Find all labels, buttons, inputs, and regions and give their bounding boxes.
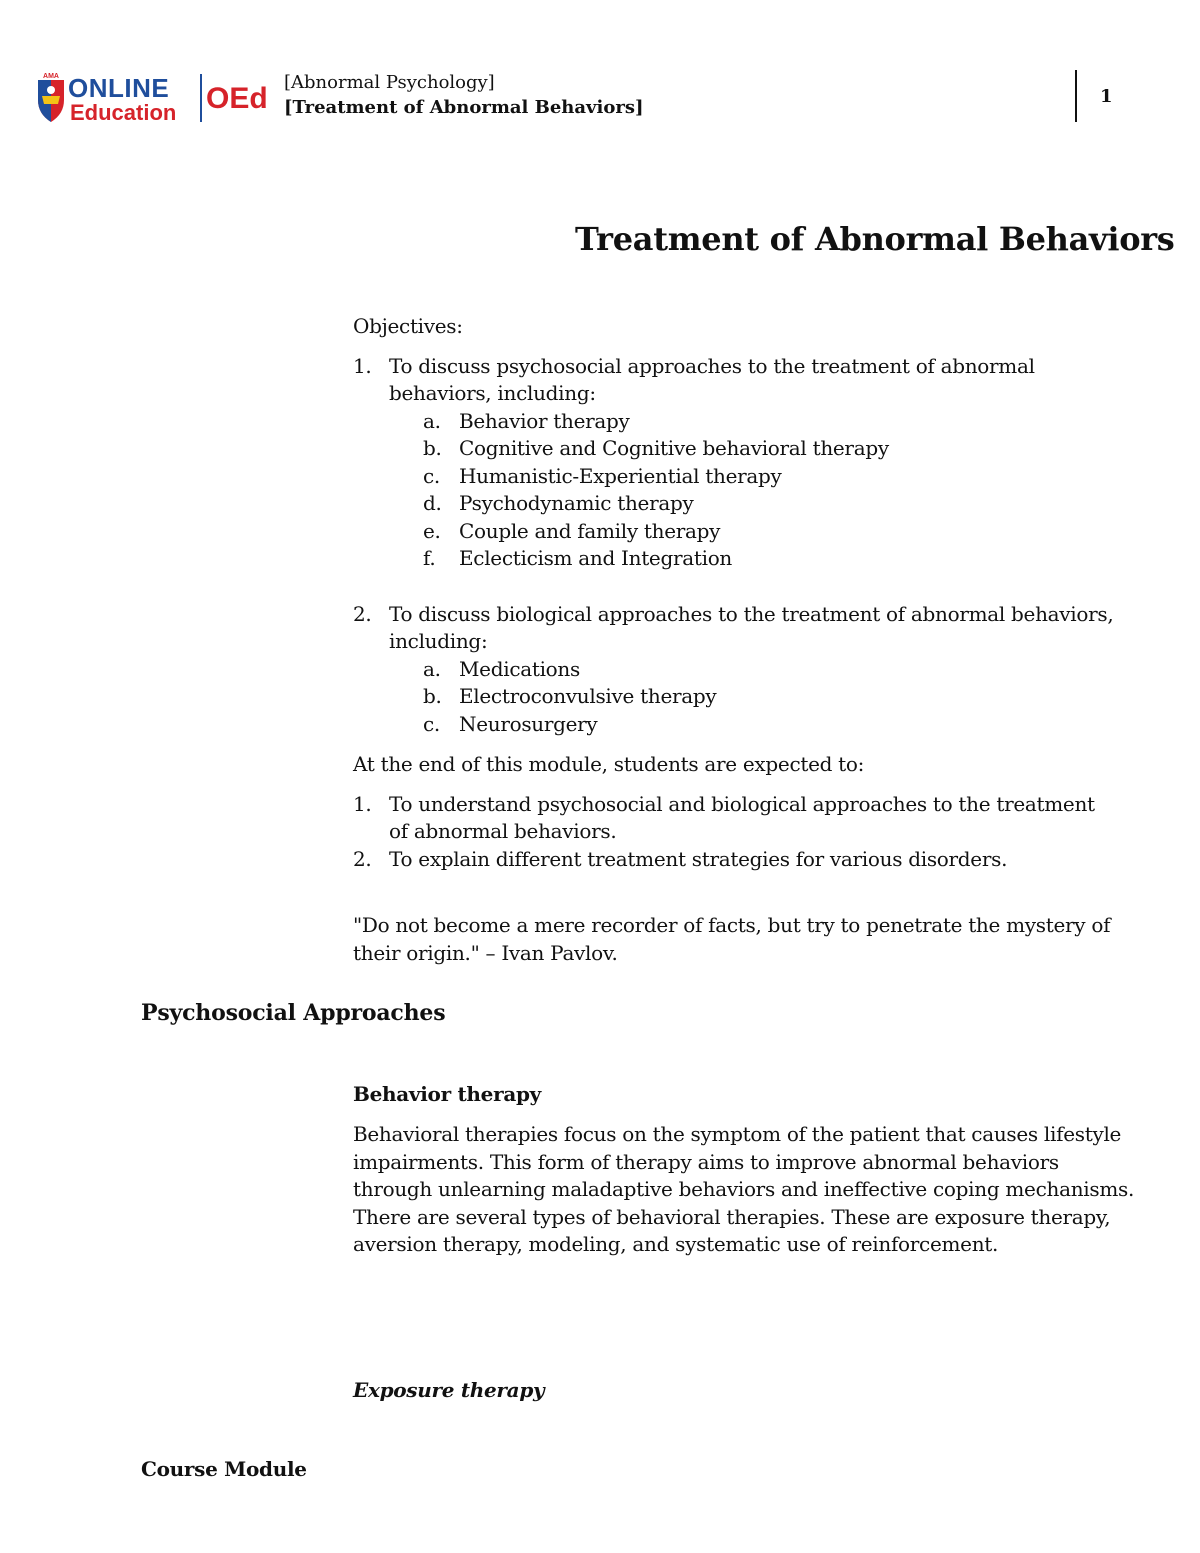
sub-item bbox=[353, 545, 1143, 573]
objective-item bbox=[353, 601, 1143, 739]
exposure-therapy-heading: Exposure therapy bbox=[353, 1378, 545, 1402]
objectives-block bbox=[353, 313, 1143, 738]
sub-item bbox=[353, 408, 1143, 436]
ama-shield-icon bbox=[38, 73, 64, 122]
sub-item bbox=[353, 518, 1143, 546]
sub-text: Electroconvulsive therapy bbox=[459, 684, 717, 708]
expectations-list bbox=[353, 791, 1113, 874]
objective-number: 1. bbox=[353, 353, 372, 378]
header-divider bbox=[1075, 70, 1077, 122]
sub-text: Behavior therapy bbox=[459, 408, 630, 433]
objectives-list bbox=[353, 353, 1143, 739]
objective-text: To discuss biological approaches to the treatment of abnormal behaviors, including: bbox=[389, 601, 1114, 653]
sub-text: Eclecticism and Integration bbox=[459, 546, 733, 570]
expectations-label: At the end of this module, students are expected to: bbox=[353, 752, 865, 776]
expectation-item bbox=[353, 791, 1113, 846]
objective-sublist bbox=[353, 408, 1143, 573]
objective-sublist bbox=[353, 656, 1143, 739]
pavlov-quote: "Do not become a mere recorder of facts, but try to penetrate the mystery of their origin." – Ivan Pavlov. bbox=[353, 913, 1111, 965]
expectation-text: To understand psychosocial and biological approaches to the treatment of abnormal behaviors. bbox=[389, 791, 1095, 843]
objective-number: 2. bbox=[353, 601, 372, 626]
objective-item bbox=[353, 353, 1143, 573]
sub-letter: f. bbox=[423, 546, 436, 570]
objectives-label: Objectives: bbox=[353, 314, 463, 338]
expectations-block bbox=[353, 751, 1143, 873]
sub-letter: d. bbox=[423, 491, 442, 515]
sub-item bbox=[353, 711, 1143, 739]
behavior-therapy-heading: Behavior therapy bbox=[353, 1082, 541, 1106]
logo-education-text: Education bbox=[70, 100, 177, 125]
sub-letter: a. bbox=[423, 656, 441, 681]
header-topic: [Treatment of Abnormal Behaviors] bbox=[284, 97, 644, 118]
sub-letter: e. bbox=[423, 518, 441, 543]
sub-letter: c. bbox=[423, 463, 440, 488]
sub-text: Psychodynamic therapy bbox=[459, 491, 694, 515]
sub-item bbox=[353, 490, 1143, 518]
ama-logo-text: AMA bbox=[43, 73, 59, 80]
section-heading: Psychosocial Approaches bbox=[141, 1000, 446, 1026]
logo-oed-text: OEd bbox=[206, 82, 268, 115]
header-course: [Abnormal Psychology] bbox=[284, 72, 495, 93]
sub-text: Couple and family therapy bbox=[459, 518, 721, 543]
sub-letter: b. bbox=[423, 436, 442, 460]
page-number: 1 bbox=[1100, 86, 1113, 107]
behavior-therapy-body: Behavioral therapies focus on the symptom of the patient that causes lifestyle impairments. This form of therapy aims to improve abnormal behaviors through unlearning maladaptive behaviors and ineffective coping mechanisms. There are several types of behavioral therapies. These are exposure therapy, aversion therapy, modeling, and systematic use of reinforcement. bbox=[353, 1122, 1135, 1256]
sub-item bbox=[353, 435, 1143, 463]
sub-text: Humanistic-Experiential therapy bbox=[459, 463, 782, 488]
sub-text: Cognitive and Cognitive behavioral therapy bbox=[459, 436, 889, 460]
expectation-number: 2. bbox=[353, 846, 372, 871]
online-education-logo bbox=[36, 70, 272, 126]
footer-label: Course Module bbox=[141, 1457, 307, 1481]
expectation-text: To explain different treatment strategies for various disorders. bbox=[389, 846, 1008, 871]
document-title: Treatment of Abnormal Behaviors bbox=[575, 220, 1175, 258]
running-header bbox=[284, 70, 644, 120]
sub-letter: b. bbox=[423, 684, 442, 708]
sub-letter: a. bbox=[423, 408, 441, 433]
expectation-number: 1. bbox=[353, 791, 372, 816]
sub-item bbox=[353, 463, 1143, 491]
logo-online-text: ONLINE bbox=[68, 73, 170, 103]
sub-item bbox=[353, 683, 1143, 711]
sub-text: Medications bbox=[459, 656, 580, 681]
sub-item bbox=[353, 656, 1143, 684]
sub-text: Neurosurgery bbox=[459, 711, 598, 736]
sub-letter: c. bbox=[423, 711, 440, 736]
objective-text: To discuss psychosocial approaches to the treatment of abnormal behaviors, including: bbox=[389, 353, 1035, 405]
expectation-item bbox=[353, 846, 1113, 874]
